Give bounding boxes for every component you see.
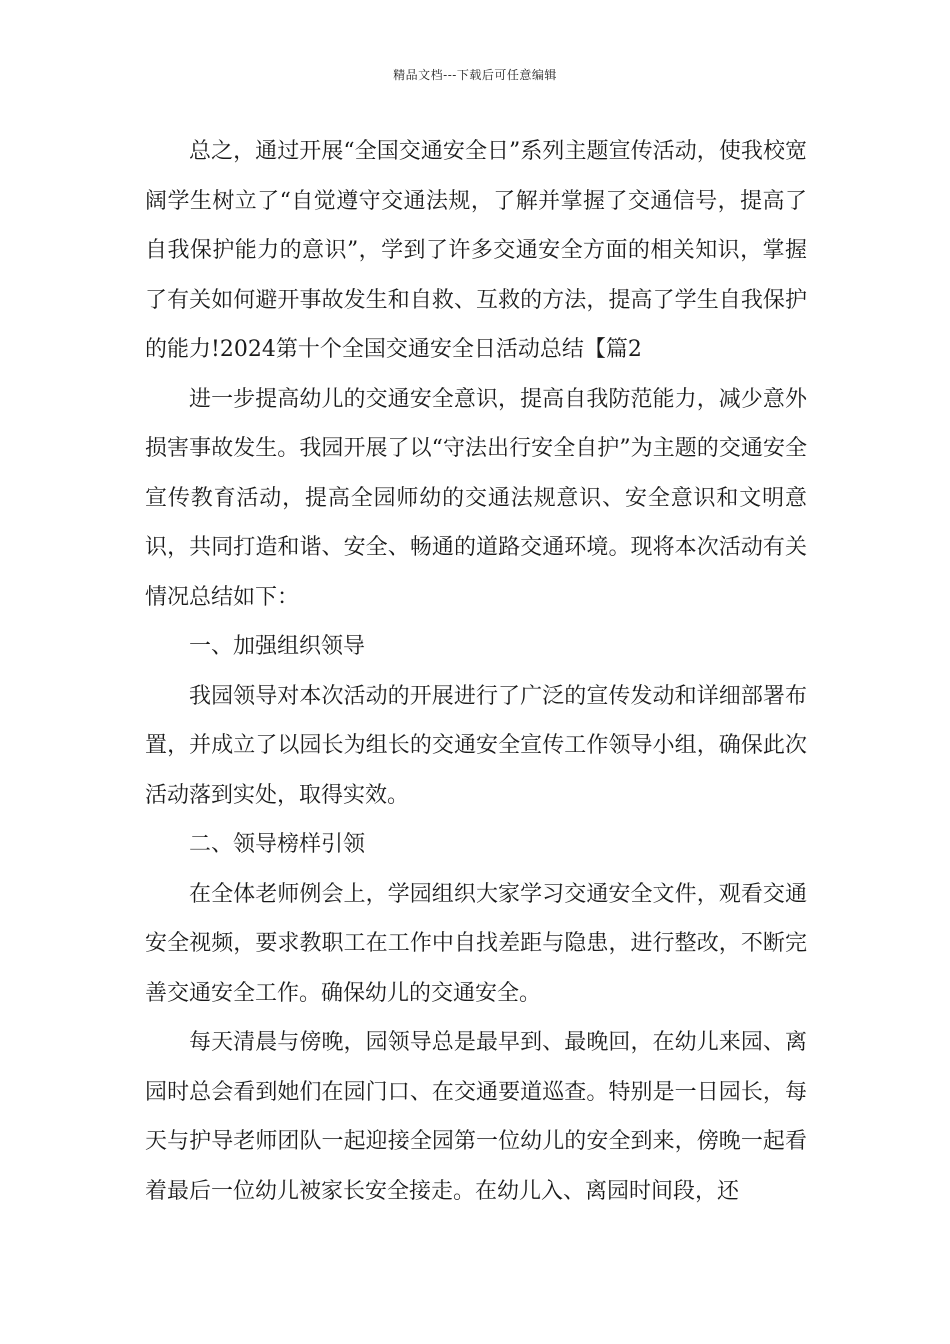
section-heading-2: 二、领导榜样引领	[189, 832, 366, 857]
page-header: 精品文档---下载后可任意编辑	[393, 68, 557, 82]
paragraph-summary: 总之，通过开展“全国交通安全日”系列主题宣传活动，使我校宽阔学生树立了“自觉遵守交通法规，了解并掌握了交通信号，提高了自我保护能力的意识”，学到了许多交通安全方面的相关知识，掌握了有关如何避开事故发生和自救、互救的方法，提高了学生自我保护的能力!2024第十个全国交通安全日活动总结【篇2	[145, 139, 807, 362]
paragraph-intro: 进一步提高幼儿的交通安全意识，提高自我防范能力，减少意外损害事故发生。我园开展了以“守法出行安全自护”为主题的交通安全宣传教育活动，提高全园师幼的交通法规意识、安全意识和文明意识，共同打造和谐、安全、畅通的道路交通环境。现将本次活动有关情况总结如下：	[145, 386, 807, 610]
section-heading-1: 一、加强组织领导	[189, 634, 366, 659]
document-body	[145, 127, 807, 1216]
paragraph-section-2a: 在全体老师例会上，学园组织大家学习交通安全文件，观看交通安全视频，要求教职工在工作中自找差距与隐患，进行整改，不断完善交通安全工作。确保幼儿的交通安全。	[145, 881, 807, 1006]
paragraph-section-2b: 每天清晨与傍晚，园领导总是最早到、最晚回，在幼儿来园、离园时总会看到她们在园门口、在交通要道巡查。特别是一日园长，每天与护导老师团队一起迎接全园第一位幼儿的安全到来，傍晚一起看着最后一位幼儿被家长安全接走。在幼儿入、离园时间段，还	[145, 1030, 807, 1204]
paragraph-section-1: 我园领导对本次活动的开展进行了广泛的宣传发动和详细部署布置，并成立了以园长为组长的交通安全宣传工作领导小组，确保此次活动落到实处，取得实效。	[145, 683, 807, 808]
